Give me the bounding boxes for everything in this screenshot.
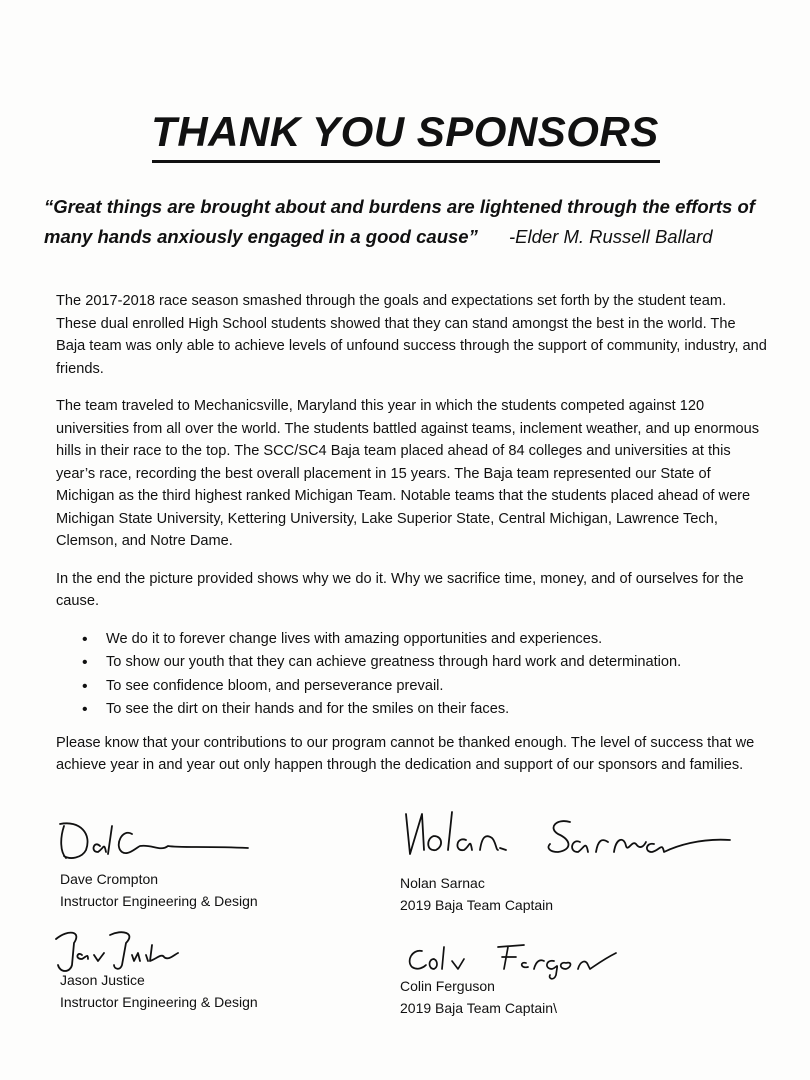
signer-name: Jason Justice <box>60 972 145 988</box>
signer-role: Instructor Engineering & Design <box>60 994 258 1010</box>
list-item: • We do it to forever change lives with amazing opportunities and experiences. <box>106 628 768 652</box>
page-title: THANK YOU SPONSORS <box>151 108 659 155</box>
paragraph: The team traveled to Mechanicsville, Maryland this year in which the students competed against 120 universities from all over the world. The students battled against teams, inclement weather, and up enormous hills in their race to the top. The SCC/SC4 Baja team placed ahead of 84 colleges and universities at this year’s race, recording the best overall placement in 15 years. The Baja team represented our State of Michigan as the third highest ranked Michigan Team. Notable teams that the students placed ahead of were Michigan State University, Kettering University, Lake Superior State, Central Michigan, Lawrence Tech, Clemson, and Notre Dame. <box>56 398 760 549</box>
signer-role: Instructor Engineering & Design <box>60 893 258 909</box>
quote <box>44 192 774 252</box>
signer-role: 2019 Baja Team Captain <box>400 897 554 913</box>
list-item: • To see the dirt on their hands and for the smiles on their faces. <box>106 698 768 722</box>
handwritten-signature-colin <box>404 941 624 981</box>
signer-role: 2019 Baja Team Captain\ <box>400 1000 557 1016</box>
signer-name: Dave Crompton <box>60 871 159 887</box>
letter-body <box>56 290 768 792</box>
signature-block-jason <box>60 969 258 1013</box>
signature-block-dave <box>60 868 258 912</box>
handwritten-signature-jason <box>52 925 192 975</box>
quote-author: -Elder M. Russell Ballard <box>508 226 713 247</box>
title-underline <box>152 160 660 163</box>
handwritten-signature-nolan <box>400 806 750 866</box>
handwritten-signature-dave <box>56 818 256 868</box>
quote-text: “Great things are brought about and burdens are lightened through the efforts of many hands anxiously engaged in a good cause” <box>44 196 755 247</box>
signer-name: Nolan Sarnac <box>400 875 485 891</box>
signer-name: Colin Ferguson <box>400 978 495 994</box>
list-item: • To show our youth that they can achieve greatness through hard work and determination. <box>106 651 768 675</box>
paragraph: The 2017-2018 race season smashed through the goals and expectations set forth by the student team. These dual enrolled High School students showed that they can stand amongst the best in the world. The Baja team was only able to achieve levels of unfound success through the support of community, industry, and friends. <box>56 293 767 377</box>
closing-paragraph: Please know that your contributions to our program cannot be thanked enough. The level of success that we achieve year in and year out only happen through the dedication and support of our sponsors and families. <box>56 734 755 773</box>
reasons-list <box>56 628 768 722</box>
paragraph: In the end the picture provided shows why we do it. Why we sacrifice time, money, and of ourselves for the cause. <box>56 570 744 609</box>
signature-block-nolan <box>400 872 553 916</box>
list-item: • To see confidence bloom, and perseverance prevail. <box>106 675 768 699</box>
signature-block-colin <box>400 975 557 1019</box>
